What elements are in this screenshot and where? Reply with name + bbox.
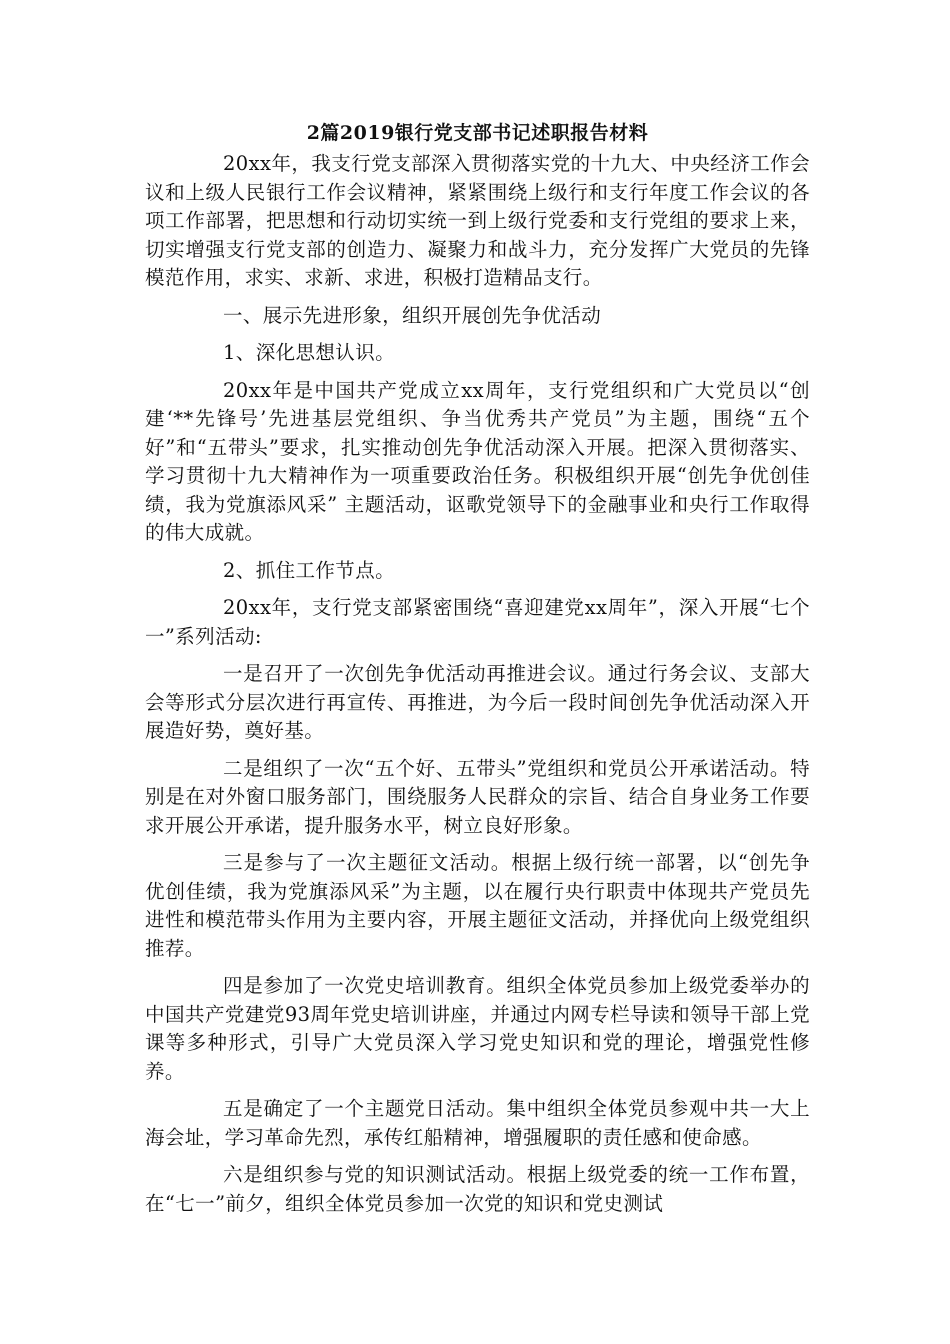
subsection-heading: 2、抓住工作节点。	[223, 558, 396, 582]
list-item-paragraph: 四是参加了一次党史培训教育。组织全体党员参加上级党委举办的中国共产党建党93周年党史培训讲座，并通过内网专栏导读和领导干部上党课等多种形式，引导广大党员深入学习党史知识和党的理论，增强党性修养。	[145, 974, 810, 1083]
body-paragraph: 20xx年是中国共产党成立xx周年，支行党组织和广大党员以“创建‘**先锋号’先进基层党组织、争当优秀共产党员”为主题，围绕“五个好”和“五带头”要求，扎实推动创先争优活动深入开展。把深入贯彻落实、学习贯彻十九大精神作为一项重要政治任务。积极组织开展“创先争优创佳绩，我为党旗添风采” 主题活动，讴歌党领导下的金融事业和央行工作取得的伟大成就。	[145, 378, 810, 544]
section-heading: 一、展示先进形象，组织开展创先争优活动	[223, 303, 602, 327]
body-paragraph: 20xx年，支行党支部紧密围绕“喜迎建党xx周年”，深入开展“七个一”系列活动:	[145, 596, 810, 648]
intro-paragraph: 20xx年，我支行党支部深入贯彻落实党的十九大、中央经济工作会议和上级人民银行工作会议精神，紧紧围绕上级行和支行年度工作会议的各项工作部署，把思想和行动切实统一到上级行党委和支行党组的要求上来，切实增强支行党支部的创造力、凝聚力和战斗力，充分发挥广大党员的先锋模范作用，求实、求新、求进，积极打造精品支行。	[145, 152, 810, 289]
list-item-paragraph: 二是组织了一次“五个好、五带头”党组织和党员公开承诺活动。特别是在对外窗口服务部门，围绕服务人民群众的宗旨、结合自身业务工作要求开展公开承诺，提升服务水平，树立良好形象。	[145, 756, 810, 837]
document-title: 2篇2019银行党支部书记述职报告材料	[306, 122, 649, 144]
list-item-paragraph: 六是组织参与党的知识测试活动。根据上级党委的统一工作布置，在“七一”前夕，组织全体党员参加一次党的知识和党史测试	[145, 1163, 810, 1215]
list-item-paragraph: 一是召开了一次创先争优活动再推进会议。通过行务会议、支部大会等形式分层次进行再宣传、再推进，为今后一段时间创先争优活动深入开展造好势，奠好基。	[145, 662, 810, 742]
document-page	[145, 118, 810, 1227]
list-item-paragraph: 五是确定了一个主题党日活动。集中组织全体党员参观中共一大上海会址，学习革命先烈，承传红船精神，增强履职的责任感和使命感。	[145, 1097, 810, 1149]
subsection-heading: 1、深化思想认识。	[223, 341, 396, 364]
list-item-paragraph: 三是参与了一次主题征文活动。根据上级行统一部署，以“创先争优创佳绩，我为党旗添风采”为主题，以在履行央行职责中体现共产党员先进性和模范带头作用为主要内容，开展主题征文活动，并择优向上级党组织推荐。	[145, 851, 810, 960]
